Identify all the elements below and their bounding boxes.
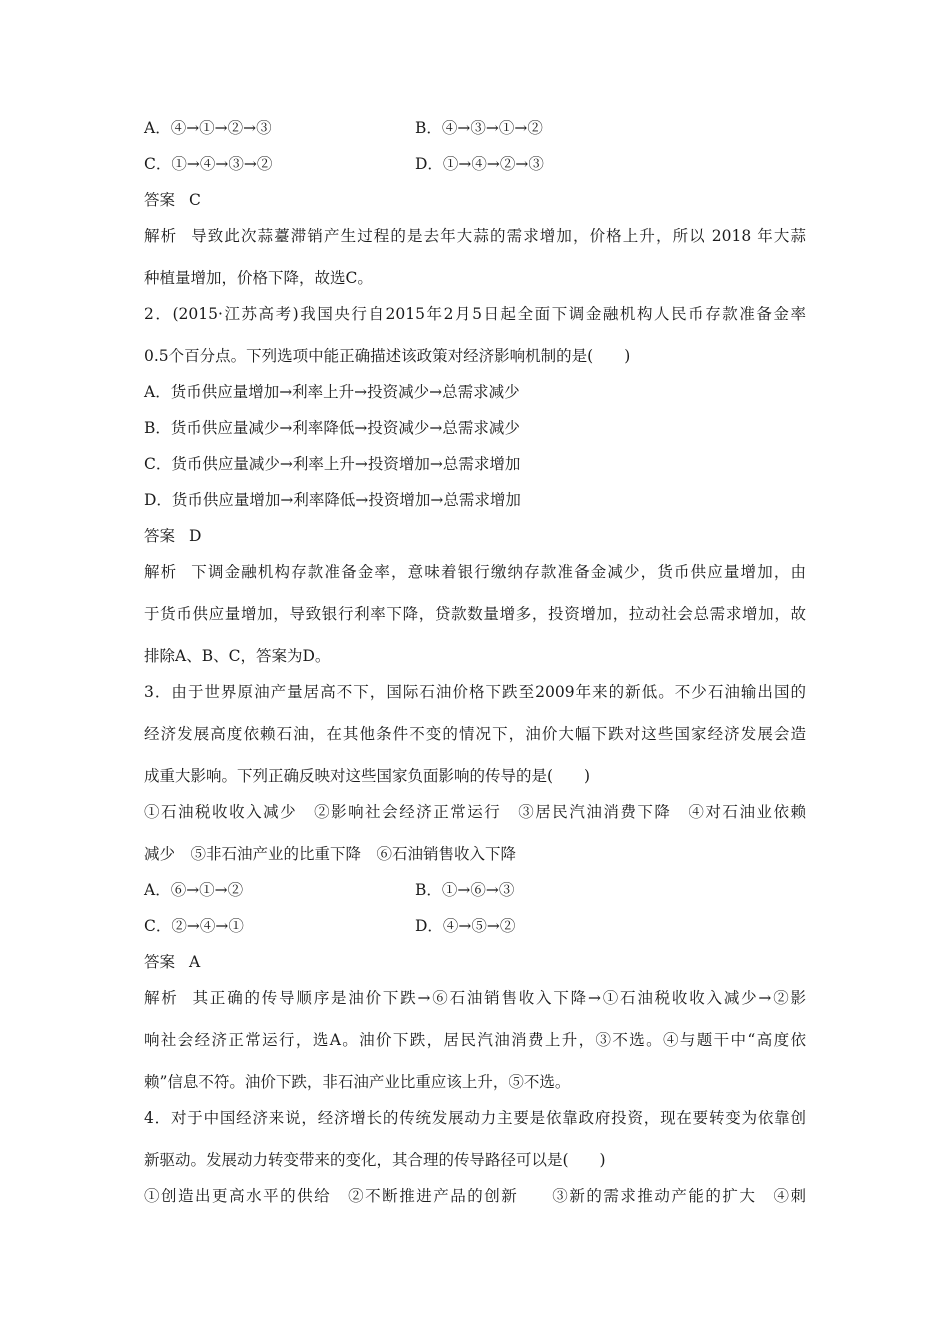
line-text: 4．对于中国经济来说，经济增长的传统发展动力主要是依靠政府投资，现在要转变为依靠创 (144, 1109, 806, 1127)
line-text: 下调金融机构存款准备金率，意味着银行缴纳存款准备金减少，货币供应量增加，由 (191, 563, 806, 581)
text-line (144, 382, 520, 402)
line-text: C (189, 191, 201, 209)
text-line (144, 418, 520, 438)
text-line (144, 490, 521, 510)
line-text: A．货币供应量增加→利率上升→投资减少→总需求减少 (144, 383, 520, 401)
text-line (144, 1150, 606, 1170)
text-line (144, 1072, 570, 1092)
line-text: 新驱动。发展动力转变带来的变化，其合理的传导路径可以是( ) (144, 1151, 606, 1169)
text-line (144, 952, 200, 972)
line-label: 解析 (144, 989, 179, 1007)
line-text: B．货币供应量减少→利率降低→投资减少→总需求减少 (144, 419, 520, 437)
line-text: 响社会经济正常运行，选A。油价下跌，居民汽油消费上升，③不选。④与题干中“高度依 (144, 1031, 806, 1049)
line-text: 经济发展高度依赖石油，在其他条件不变的情况下，油价大幅下跌对这些国家经济发展会造 (144, 725, 806, 743)
line-text: C．②→④→① (144, 917, 244, 935)
line-text: 3．由于世界原油产量居高不下，国际石油价格下跌至2009年来的新低。不少石油输出国的 (144, 683, 806, 701)
text-line (144, 454, 520, 474)
text-line (415, 154, 544, 174)
text-line (144, 1030, 806, 1050)
text-line (144, 154, 272, 174)
text-line (144, 724, 806, 744)
line-text: A (189, 953, 201, 971)
text-line (144, 802, 806, 822)
line-text: A．④→①→②→③ (144, 119, 272, 137)
line-text: B．①→⑥→③ (415, 881, 515, 899)
text-line (144, 988, 806, 1008)
text-line (415, 880, 514, 900)
text-line (144, 268, 373, 288)
line-text: ①创造出更高水平的供给 ②不断推进产品的创新 ③新的需求推动产能的扩大 ④刺 (144, 1187, 806, 1205)
text-line (144, 682, 806, 702)
line-text: 其正确的传导顺序是油价下跌→⑥石油销售收入下降→①石油税收收入减少→②影 (192, 989, 806, 1007)
line-text: 赖”信息不符。油价下跌，非石油产业比重应该上升，⑤不选。 (144, 1073, 571, 1091)
line-text: ①石油税收收入减少 ②影响社会经济正常运行 ③居民汽油消费下降 ④对石油业依赖 (144, 803, 806, 821)
line-label: 答案 (144, 527, 176, 545)
text-line (144, 562, 806, 582)
text-line (144, 346, 630, 366)
line-label: 解析 (144, 563, 178, 581)
line-text: 于货币供应量增加，导致银行利率下降，贷款数量增多，投资增加，拉动社会总需求增加，故 (144, 605, 806, 623)
text-line (144, 118, 272, 138)
line-label: 答案 (144, 191, 176, 209)
text-line (144, 526, 201, 546)
line-text: B．④→③→①→② (415, 119, 543, 137)
text-line (144, 304, 806, 324)
text-line (144, 226, 806, 246)
line-text: 导致此次蒜薹滞销产生过程的是去年大蒜的需求增加，价格上升，所以 2018 年大蒜 (191, 227, 806, 245)
text-line (144, 190, 201, 210)
line-text: D．①→④→②→③ (415, 155, 544, 173)
line-label: 答案 (144, 953, 176, 971)
text-line (415, 916, 515, 936)
line-text: 0.5个百分点。下列选项中能正确描述该政策对经济影响机制的是( ) (144, 347, 631, 365)
line-text: 排除A、B、C，答案为D。 (144, 647, 331, 665)
line-text: 成重大影响。下列正确反映对这些国家负面影响的传导的是( ) (144, 767, 591, 785)
text-line (415, 118, 543, 138)
line-text: 种植量增加，价格下降，故选C。 (144, 269, 373, 287)
text-line (144, 844, 516, 864)
text-line (144, 916, 244, 936)
line-text: D．货币供应量增加→利率降低→投资增加→总需求增加 (144, 491, 521, 509)
text-line (144, 880, 243, 900)
line-text: D (189, 527, 202, 545)
line-text: C．①→④→③→② (144, 155, 273, 173)
text-line (144, 1186, 806, 1206)
line-text: 减少 ⑤非石油产业的比重下降 ⑥石油销售收入下降 (144, 845, 517, 863)
text-line (144, 646, 330, 666)
text-line (144, 766, 590, 786)
line-label: 解析 (144, 227, 178, 245)
line-text: 2．(2015·江苏高考)我国央行自2015年2月5日起全面下调金融机构人民币存款准备金率 (144, 305, 806, 323)
text-line (144, 1108, 806, 1128)
line-text: C．货币供应量减少→利率上升→投资增加→总需求增加 (144, 455, 521, 473)
line-text: D．④→⑤→② (415, 917, 516, 935)
line-text: A．⑥→①→② (144, 881, 244, 899)
text-line (144, 604, 806, 624)
